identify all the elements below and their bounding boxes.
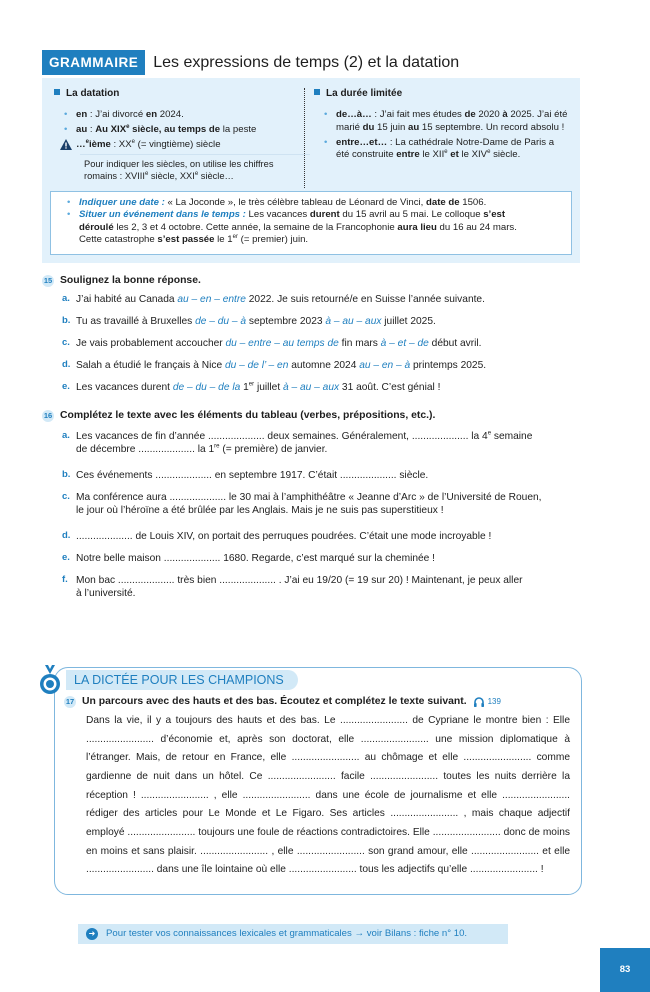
grammar-heading: Les expressions de temps (2) et la datation [153,53,460,71]
dictee-title: LA DICTÉE POUR LES CHAMPIONS [74,673,284,688]
dictee-header [38,665,298,695]
situer-evenement: • Situer un événement dans le temps : Les vacances durent du 15 avril au 5 mai. Le colloque s’est [67,209,506,221]
duree-column [314,87,570,164]
rule-en: • en : J’ai divorcé en 2024. [64,109,184,121]
exercise-number: 17 [65,696,75,706]
blank[interactable]: .................... [339,470,397,481]
blank[interactable]: .................... [207,431,265,442]
rule-entre-et: • entre…et… : La cathédrale Notre-Dame de Paris a été construite entre le XIIe et le XIVe siècle. [324,136,555,161]
blank[interactable]: ........................ [86,864,154,876]
exercise-number: 16 [43,410,53,420]
exercise-16-item-b: b. Ces événements .................... en septembre 1917. C’était .................... siècle. [62,469,429,481]
blank[interactable]: ........................ [86,733,154,745]
exercise-17-title: 17 Un parcours avec des hauts et des bas. Écoutez et complétez le texte suivant. 139 [65,696,501,707]
blank[interactable]: .................... [155,470,212,481]
exercise-number: 15 [43,275,53,285]
page-number: 83 [600,948,650,992]
exercise-15-item-e: e. Les vacances durent de – du – de la 1er juillet à – au – aux 31 août. C’est génial ! [62,381,441,393]
rule-ieme: …$^e$ième : XXe (= vingtième) siècle [54,139,310,152]
choices[interactable]: de – du – de la [172,382,241,393]
blank[interactable]: .................... [117,575,175,586]
square-bullet-icon [54,89,60,95]
choices[interactable]: à – au – aux [325,316,382,327]
blank[interactable]: ........................ [432,826,501,838]
blank[interactable]: ........................ [200,845,269,857]
choices[interactable]: au – en – entre [177,294,246,305]
blank[interactable]: ........................ [502,789,570,801]
blank[interactable]: ........................ [339,715,408,726]
datation-column [54,87,310,185]
choices[interactable]: à – et – de [380,338,429,349]
exercise-16-item-e: e. Notre belle maison .................... 1680. Regarde, c’est marqué sur la cheminée ! [62,552,436,564]
blank[interactable]: .................... [411,431,469,442]
exercise-15-item-d: d. Salah a étudié le français à Nice du – de l’ – en automne 2024 au – en – à printemps 2025. [62,359,487,371]
grammar-tag: GRAMMAIRE [42,50,145,75]
blank[interactable]: .................... [169,492,227,503]
dictee-text: Dans la vie, il y a toujours des hauts et des bas. Le ........................ de Cypriane le montre bien : Elle ........................ d’économie et, après son doctorat, elle ........................ une mission diplomatique à l’étranger. Mais, de retour en France, elle ........................ au chômage et elle ........................ comme gardienne de nuit dans un hôtel. Ce ........................ facile ........................ toutes les nuits derrière la réception ! ........................ , elle ........................ dans une école de journalisme et elle ........................ rédiger des articles pour Le Monde et Le Figaro. Ses articles ........................ , mais chaque adjectif employé ........................ toujours une foule de réactions contradictoires. Elle ........................ donc de moins en moins et sans plaisir. ........................ , elle ........................ son grand amour, elle ........................ et elle ........................ dans une île lointaine où elle ........................ tous les adjectifs qu’elle ........................ ! [86,715,571,876]
datation-title: La datation [54,87,310,100]
rule-au: • au : Au XIXe siècle, au temps de la peste [64,123,257,135]
bilans-link-text: Pour tester vos connaissances lexicales et grammaticales → voir Bilans : fiche n° 10. [106,927,468,939]
blank[interactable]: .................... [219,575,276,586]
blank[interactable]: ........................ [360,733,429,745]
blank[interactable]: ........................ [242,789,311,801]
duree-title: La durée limitée [314,87,570,100]
blank[interactable]: ........................ [291,752,360,764]
blank[interactable]: .................... [138,444,195,456]
headphones-icon[interactable] [473,696,485,708]
exercise-15-item-b: b. Tu as travaillé à Bruxelles de – du – à septembre 2023 à – au – aux juillet 2025. [62,315,436,327]
grammar-title [42,50,459,75]
grammar-box [42,78,580,263]
blank[interactable]: ........................ [127,826,196,838]
indiquer-date: • Indiquer une date : « La Joconde », le très célèbre tableau de Léonard de Vinci, date de 1506. [67,197,487,208]
exercise-16-item-d: d. .................... de Louis XIV, on portait des perruques poudrées. C’était une mode incroyable ! [62,530,492,542]
choices[interactable]: au – en – à [359,360,411,371]
exercise-15-item-c: c. Je vais probablement accoucher du – entre – au temps de fin mars à – et – de début avril. [62,337,482,349]
rule-de-a: • de…à… : J’ai fait mes études de 2020 à 2025. J’ai été marié du 15 juin au 15 septembre. Un record absolu ! [324,109,568,133]
blank[interactable]: ........................ [463,752,532,764]
blank[interactable]: ........................ [370,770,439,782]
centuries-note: Pour indiquer les siècles, on utilise les chiffres romains : XVIIIe siècle, XXIe siècle… [80,154,310,185]
dictee-title-bar [66,670,298,690]
choices[interactable]: à – au – aux [283,382,340,393]
blank[interactable]: ........................ [469,864,538,876]
blank[interactable]: .................... [76,531,133,542]
exercise-16-item-f: f. Mon bac .................... très bien .................... . J’ai eu 19/20 (= 19 sur 20) ! Maintenant, je peux aller à l’université. [62,574,523,600]
medal-icon [38,665,62,695]
blank[interactable]: .................... [163,553,221,564]
exercise-15-title: 15 Soulignez la bonne réponse. [43,275,201,286]
warning-icon [60,139,72,150]
blank[interactable]: ........................ [140,789,209,801]
exercise-16-item-a: a. Les vacances de fin d’année .................... deux semaines. Généralement, .................... la 4e semaine de décembre .................... la 1re (= première) de janvier. [62,430,533,456]
bilans-link[interactable] [78,924,508,944]
date-examples-box: • Indiquer une date : « La Joconde », le très célèbre tableau de Léonard de Vinci, date de 1506. • Situer un événement dans le temps : Les vacances durent du 15 avril au 5 mai. Le colloque s’est déroulé les 2, 3 et 4 octobre. Cette année, la semaine de la Francophonie aura lieu du 16 au 24 mars. Cette catastrophe s’est passée le 1er (= premier) juin. [50,191,572,255]
blank[interactable]: ........................ [471,845,539,857]
exercise-16-title: 16 Complétez le texte avec les éléments du tableau (verbes, prépositions, etc.). [43,410,436,421]
choices[interactable]: de – du – à [195,316,247,327]
square-bullet-icon [314,89,320,95]
column-divider [304,88,305,188]
exercise-16-item-c: c. Ma conférence aura .................... le 30 mai à l’amphithéâtre « Jeanne d’Arc » de l’Université de Rouen, le jour où l’héroïne a été brûlée par les Anglais. Mais je ne suis pas superstitieux ! [62,491,542,517]
arrow-right-icon: ➜ [86,928,98,940]
blank[interactable]: ........................ [390,808,459,820]
choices[interactable]: du – entre – au temps de [225,338,339,349]
audio-track-number: 139 [487,696,501,706]
blank[interactable]: ........................ [267,770,336,782]
blank[interactable]: ........................ [296,845,365,857]
blank[interactable]: ........................ [288,864,357,876]
choices[interactable]: du – de l’ – en [224,360,289,371]
exercise-15-item-a: a. J’ai habité au Canada au – en – entre 2022. Je suis retourné/e en Suisse l’année suivante. [62,293,485,305]
